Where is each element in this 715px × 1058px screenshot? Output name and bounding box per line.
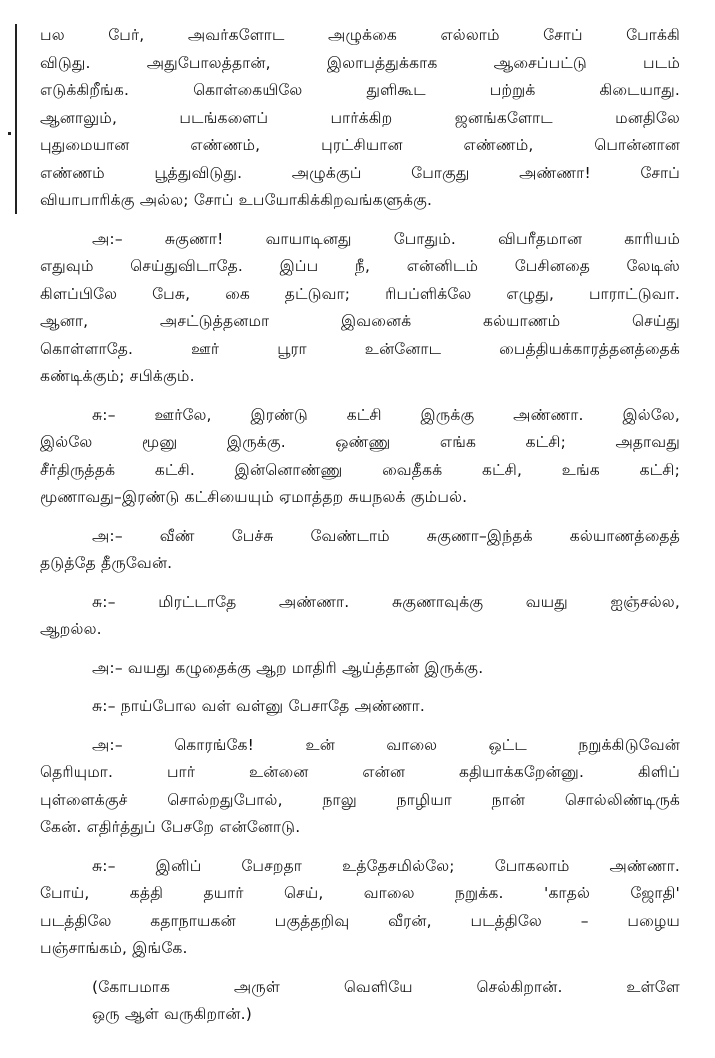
text-line: சு:– ஊர்லே, இரண்டு கட்சி இருக்கு அண்ணா. இல்லே, bbox=[92, 405, 680, 424]
text-line: வியாபாரிக்கு அல்ல; சோப் உபயோகிக்கிறவங்களுக்கு. bbox=[40, 191, 433, 209]
text-line: சு:– இனிப் பேசறதா உத்தேசமில்லே; போகலாம் அண்ணா. bbox=[92, 856, 680, 875]
margin-mark bbox=[8, 132, 11, 135]
dialogue-paragraph bbox=[40, 853, 680, 963]
text-line: புள்ளைக்குச் சொல்றதுபோல், நாலு நாழியா நான் சொல்லிண்டிருக் bbox=[40, 790, 680, 809]
paragraph-continuation bbox=[40, 22, 680, 215]
dialogue-paragraph bbox=[40, 402, 680, 512]
text-line: படத்திலே கதாநாயகன் பகுத்தறிவு வீரன், படத்திலே – பழைய bbox=[40, 911, 680, 930]
dialogue-paragraph bbox=[40, 693, 680, 721]
text-line: இல்லே மூனு இருக்கு. ஒண்ணு எங்க கட்சி; அதாவது bbox=[40, 433, 680, 451]
text-line: சு:– நாய்போல வள் வள்னு பேசாதே அண்ணா. bbox=[92, 697, 425, 715]
text-line: விடுது. அதுபோலத்தான், இலாபத்துக்காக ஆசைப்பட்டு படம் bbox=[40, 53, 680, 72]
text-line: கிளப்பிலே பேசு, கை தட்டுவா; ரிபப்ளிக்லே எழுது, பாராட்டுவா. bbox=[40, 284, 680, 303]
text-line: தடுத்தே தீருவேன். bbox=[40, 554, 173, 572]
text-line: அ:– கொரங்கே! உன் வாலை ஒட்ட நறுக்கிடுவேன் bbox=[92, 735, 680, 754]
dialogue-paragraph bbox=[40, 523, 680, 578]
dialogue-paragraph bbox=[40, 732, 680, 842]
dialogue-paragraph bbox=[40, 226, 680, 391]
text-line: மூணாவது–இரண்டு கட்சியையும் ஏமாத்தற சுயநலக் கும்பல். bbox=[40, 488, 468, 506]
text-line: கண்டிக்கும்; சபிக்கும். bbox=[40, 367, 195, 385]
text-line: கேன். எதிர்த்துப் பேசறே என்னோடு. bbox=[40, 818, 301, 836]
text-line: கொள்ளாதே. ஊர் பூரா உன்னோட பைத்தியக்காரத்தனத்தைக் bbox=[40, 339, 680, 358]
text-line: எடுக்கிறீங்க. கொள்கையிலே துளிகூட பற்றுக் கிடையாது. bbox=[40, 81, 680, 99]
text-line: அ:– வயது கழுதைக்கு ஆற மாதிரி ஆய்த்தான் இருக்கு. bbox=[92, 658, 484, 677]
dialogue-paragraph bbox=[40, 589, 680, 644]
text-line: ஆனா, அசட்டுத்தனமா இவனைக் கல்யாணம் செய்து bbox=[40, 312, 680, 330]
stage-direction bbox=[40, 974, 680, 1029]
text-line: ஆறல்ல. bbox=[40, 620, 102, 638]
text-line: ஒரு ஆள் வருகிறான்.) bbox=[92, 1005, 252, 1023]
text-line: பல பேர், அவர்களோட அழுக்கை எல்லாம் சோப் போக்கி bbox=[40, 26, 680, 44]
margin-line bbox=[15, 24, 17, 214]
text-line: எதுவும் செய்துவிடாதே. இப்ப நீ, என்னிடம் பேசினதை லேடிஸ் bbox=[40, 257, 680, 275]
dialogue-paragraph bbox=[40, 655, 680, 683]
text-line: (கோபமாக அருள் வெளியே செல்கிறான். உள்ளே bbox=[92, 977, 680, 996]
text-line: பஞ்சாங்கம், இங்கே. bbox=[40, 939, 188, 957]
text-line: சு:– மிரட்டாதே அண்ணா. சுகுணாவுக்கு வயது ஐஞ்சல்ல, bbox=[92, 592, 680, 611]
text-line: போய், கத்தி தயார் செய், வாலை நறுக்க. 'காதல் ஜோதி' bbox=[40, 884, 680, 902]
text-line: தெரியுமா. பார் உன்னை என்ன கதியாக்கறேன்னு. கிளிப் bbox=[40, 763, 680, 781]
text-body bbox=[40, 22, 680, 1040]
text-line: அ:– சுகுணா! வாயாடினது போதும். விபரீதமான காரியம் bbox=[92, 229, 680, 248]
text-line: சீர்திருத்தக் கட்சி. இன்னொண்ணு வைதீகக் கட்சி, உங்க கட்சி; bbox=[40, 460, 680, 479]
text-line: புதுமையான எண்ணம், புரட்சியான எண்ணம், பொன்னான bbox=[40, 136, 680, 154]
text-line: ஆனாலும், படங்களைப் பார்க்கிற ஜனங்களோட மனதிலே bbox=[40, 108, 680, 127]
text-line: எண்ணம் பூத்துவிடுது. அழுக்குப் போகுது அண்ணா! சோப் bbox=[40, 163, 680, 182]
text-line: அ:– வீண் பேச்சு வேண்டாம் சுகுணா–இந்தக் கல்யாணத்தைத் bbox=[92, 526, 680, 545]
